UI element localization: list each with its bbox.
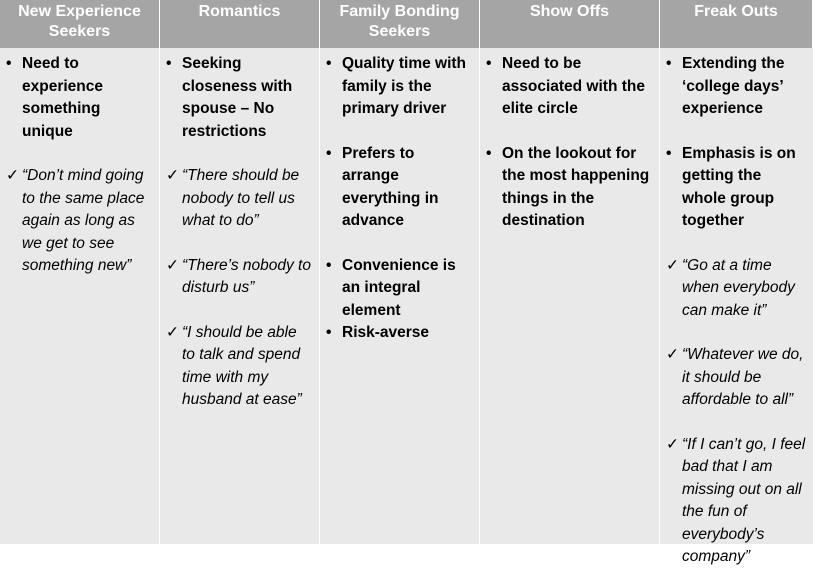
list-item xyxy=(666,143,807,233)
bullet-icon: • xyxy=(326,324,332,341)
list-item xyxy=(326,53,473,121)
quote-text: “There should be nobody to tell us what to do” xyxy=(182,167,300,229)
list-item xyxy=(326,322,473,345)
checkmark-icon: ✓ xyxy=(666,435,679,453)
column-body-freak-outs xyxy=(660,48,813,565)
bullet-icon: • xyxy=(326,256,332,274)
list-item xyxy=(666,344,807,412)
list-item xyxy=(486,53,653,121)
column-body-show-offs xyxy=(480,48,660,544)
checkmark-icon: ✓ xyxy=(666,346,679,363)
item-text: Risk-averse xyxy=(342,324,430,341)
bullet-icon: • xyxy=(326,55,332,72)
bullet-icon: • xyxy=(326,144,332,162)
bullet-icon: • xyxy=(666,144,672,162)
column-body-new-experience-seekers xyxy=(0,48,160,544)
item-text: Emphasis is on getting the whole group together xyxy=(682,144,796,229)
quote-text: “Don’t mind going to the same place again as long as we get to see something new” xyxy=(22,167,145,274)
bullet-icon: • xyxy=(6,55,12,72)
item-text: Need to experience something unique xyxy=(22,55,103,140)
quote-text: “Go at a time when everybody can make it” xyxy=(682,256,795,319)
list-item xyxy=(166,53,313,143)
item-text: Prefers to arrange everything in advance xyxy=(342,144,439,229)
list-item xyxy=(6,53,153,143)
column-header-show-offs: Show Offs xyxy=(480,0,660,48)
item-text: Seeking closeness with spouse – No restrictions xyxy=(182,55,293,140)
list-item xyxy=(326,255,473,323)
column-header-romantics: Romantics xyxy=(160,0,320,48)
list-item xyxy=(166,255,313,300)
checkmark-icon: ✓ xyxy=(166,323,179,341)
list-item xyxy=(326,143,473,233)
checkmark-icon: ✓ xyxy=(166,256,179,274)
list-item xyxy=(666,434,807,569)
column-header-family-bonding-seekers: Family Bonding Seekers xyxy=(320,0,480,48)
item-text: Need to be associated with the elite circle xyxy=(502,55,645,117)
list-item xyxy=(166,165,313,233)
item-text: On the lookout for the most happening things in the destination xyxy=(502,144,650,229)
checkmark-icon: ✓ xyxy=(6,167,19,184)
bullet-icon: • xyxy=(666,55,672,72)
quote-text: “I should be able to talk and spend time with my husband at ease” xyxy=(182,323,302,408)
checkmark-icon: ✓ xyxy=(666,256,679,274)
column-header-freak-outs: Freak Outs xyxy=(660,0,813,48)
quote-text: “Whatever we do, it should be affordable to all” xyxy=(682,346,804,408)
item-text: Convenience is an integral element xyxy=(342,256,456,319)
list-item xyxy=(666,53,807,121)
column-body-romantics xyxy=(160,48,320,544)
list-item xyxy=(6,165,153,278)
column-header-new-experience-seekers: New Experience Seekers xyxy=(0,0,160,48)
list-item xyxy=(486,143,653,233)
list-item xyxy=(666,255,807,323)
bullet-icon: • xyxy=(486,144,492,162)
item-text: Quality time with family is the primary driver xyxy=(342,55,467,117)
column-body-family-bonding-seekers xyxy=(320,48,480,544)
bullet-icon: • xyxy=(486,55,492,72)
bullet-icon: • xyxy=(166,55,172,72)
quote-text: “There’s nobody to disturb us” xyxy=(182,256,311,296)
list-item xyxy=(166,322,313,412)
checkmark-icon: ✓ xyxy=(166,167,179,184)
item-text: Extending the ‘college days’ experience xyxy=(682,55,785,117)
quote-text: “If I can’t go, I feel bad that I am missing out on all the fun of everybody’s company” xyxy=(682,435,806,565)
